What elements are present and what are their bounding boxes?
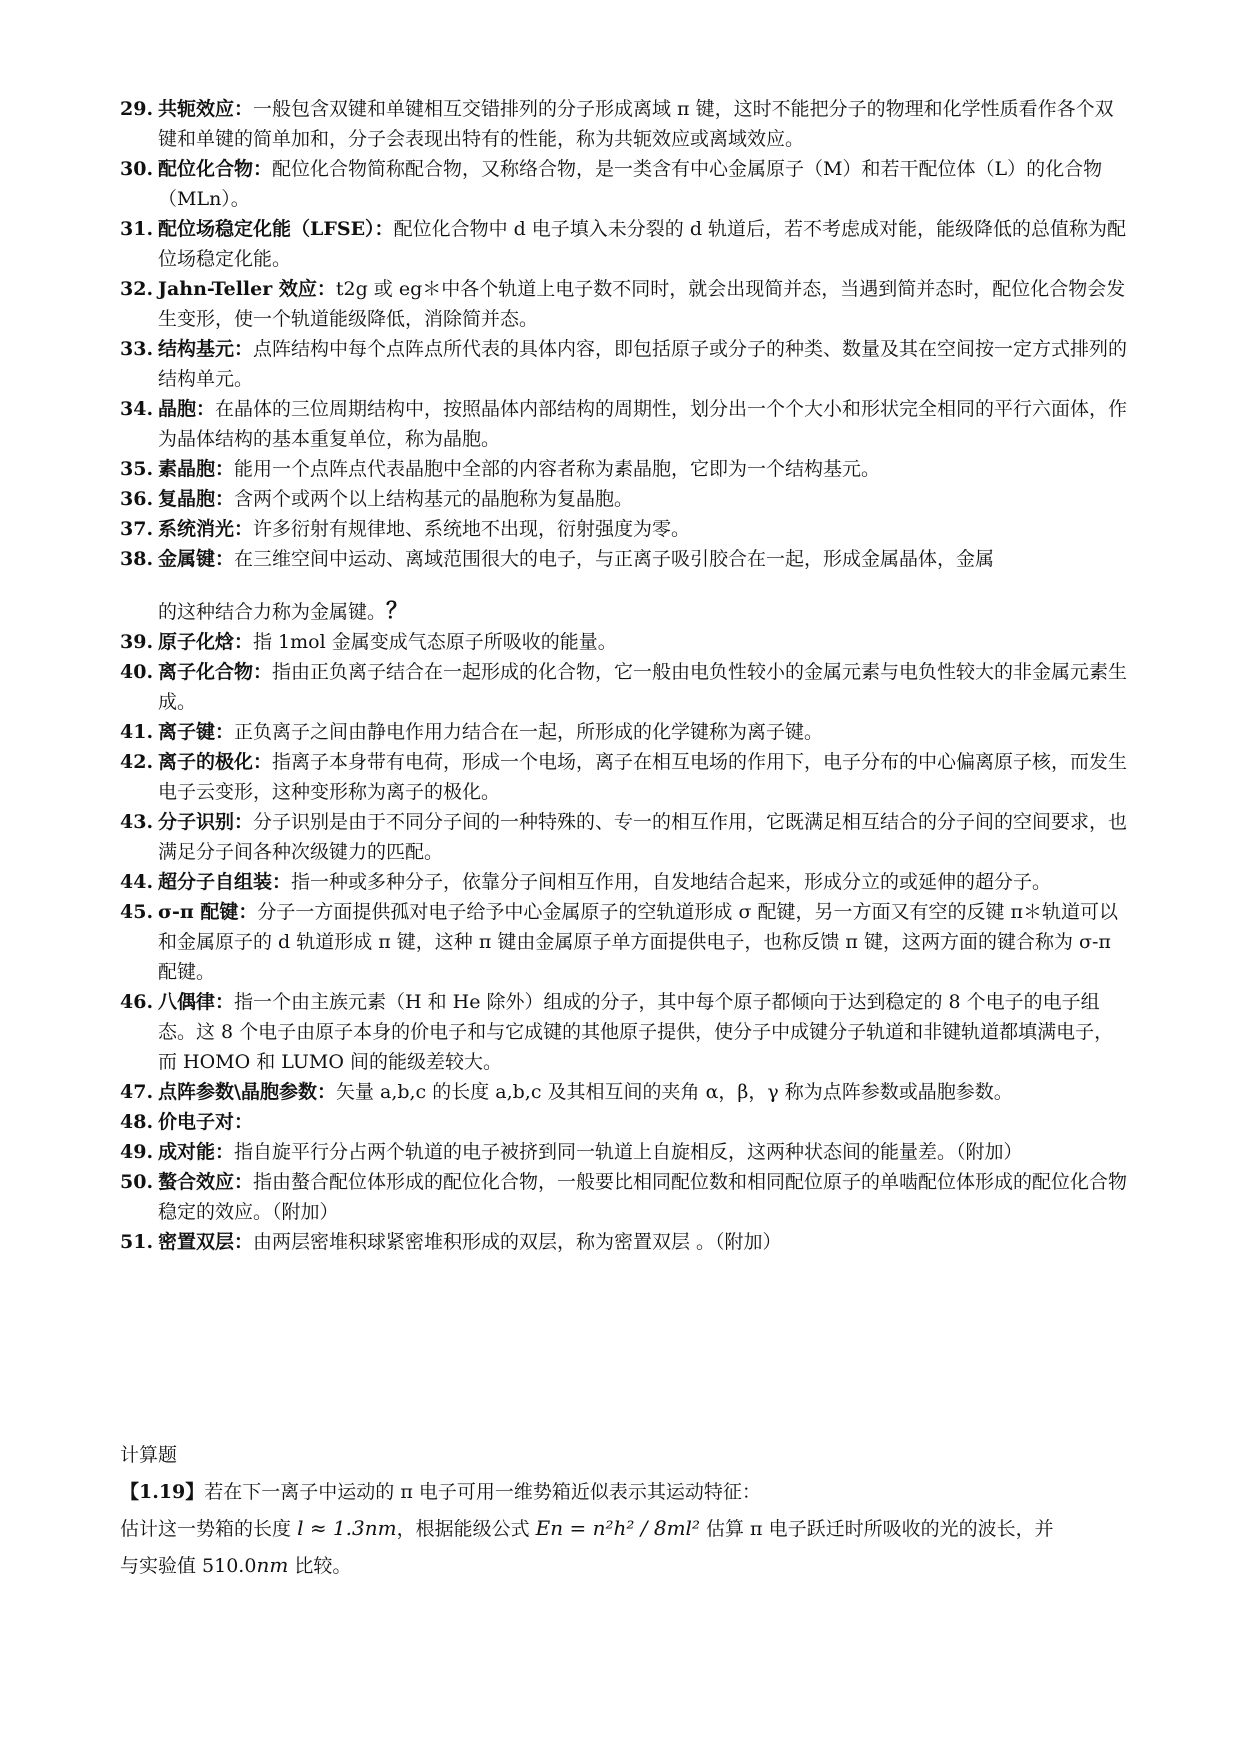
problem-text-2a: 估计这一势箱的长度 — [120, 1518, 292, 1540]
definition-term: 超分子自组装： — [158, 871, 292, 893]
calculation-section — [120, 1440, 1130, 1584]
problem-text-1: 若在下一离子中运动的 π 电子可用一维势箱近似表示其运动特征： — [204, 1481, 761, 1503]
definition-number: 50. — [120, 1171, 154, 1193]
definition-number: 29. — [120, 98, 154, 120]
definition-number: 48. — [120, 1111, 154, 1133]
definition-number: 42. — [120, 751, 154, 773]
definition-text: 点阵结构中每个点阵点所代表的具体内容，即包括原子或分子的种类、数量及其在空间按一定方式排列的结构单元。 — [158, 338, 1128, 390]
definition-text: 指自旋平行分占两个轨道的电子被挤到同一轨道上自旋相反，这两种状态间的能量差。（附加） — [234, 1141, 1023, 1163]
definition-text: 在三维空间中运动、离域范围很大的电子，与正离子吸引胶合在一起，形成金属晶体，金属 — [234, 548, 995, 570]
definition-number: 39. — [120, 631, 154, 653]
problem-text-3b: 比较。 — [288, 1555, 352, 1577]
definition-text: 分子一方面提供孤对电子给予中心金属原子的空轨道形成 σ 配键，另一方面又有空的反键 π＊轨道可以和金属原子的 d 轨道形成 π 键，这种 π 键由金属原子单方面提供电子，也称反馈 π 键，这两方面的键合称为 σ-π 配键。 — [158, 901, 1119, 983]
definition-term: 密置双层： — [158, 1231, 254, 1253]
definition-number: 32. — [120, 278, 154, 300]
definition-item — [120, 987, 1130, 1077]
definition-number: 38. — [120, 548, 154, 570]
definition-item — [120, 1137, 1130, 1167]
definition-number: 37. — [120, 518, 154, 540]
definition-text: 指由正负离子结合在一起形成的化合物，它一般由电负性较小的金属元素与电负性较大的非金属元素生成。 — [158, 661, 1128, 713]
calc-heading: 计算题 — [120, 1444, 178, 1466]
definition-number: 40. — [120, 661, 154, 683]
definition-text: 指一个由主族元素（H 和 He 除外）组成的分子，其中每个原子都倾向于达到稳定的 8 个电子的电子组态。这 8 个电子由原子本身的价电子和与它成键的其他原子提供，使分子中成键分子轨道和非键轨道都填满电子，而 HOMO 和 LUMO 间的能级差较大。 — [158, 991, 1114, 1073]
question-mark: ？ — [386, 598, 409, 624]
definition-text: 能用一个点阵点代表晶胞中全部的内容者称为素晶胞，它即为一个结构基元。 — [234, 458, 881, 480]
definition-number: 36. — [120, 488, 154, 510]
problem-text-3a: 与实验值 510.0 — [120, 1555, 257, 1577]
definition-number: 35. — [120, 458, 154, 480]
definition-item — [120, 1167, 1130, 1227]
definition-number: 49. — [120, 1141, 154, 1163]
definition-term: 素晶胞： — [158, 458, 235, 480]
definition-number: 46. — [120, 991, 154, 1013]
definition-item — [120, 484, 1130, 514]
problem-line-1 — [120, 1474, 1130, 1510]
definition-number: 47. — [120, 1081, 154, 1103]
definition-item — [120, 544, 1130, 627]
definition-number: 43. — [120, 811, 154, 833]
definition-item — [120, 627, 1130, 657]
definition-term: 结构基元： — [158, 338, 254, 360]
definition-item — [120, 274, 1130, 334]
definition-text: 正负离子之间由静电作用力结合在一起，所形成的化学键称为离子键。 — [234, 721, 824, 743]
definition-item — [120, 334, 1130, 394]
definition-text: 含两个或两个以上结构基元的晶胞称为复晶胞。 — [234, 488, 634, 510]
definition-item — [120, 454, 1130, 484]
definition-term: 离子的极化： — [158, 751, 273, 773]
problem-text-2b: ，根据能级公式 — [396, 1518, 530, 1540]
definition-text: 一般包含双键和单键相互交错排列的分子形成离域 π 键，这时不能把分子的物理和化学性质看作各个双键和单键的简单加和，分子会表现出特有的性能，称为共轭效应或离域效应。 — [158, 98, 1114, 150]
definition-item — [120, 897, 1130, 987]
definition-text: 许多衍射有规律地、系统地不出现，衍射强度为零。 — [253, 518, 691, 540]
unit-nm: nm — [256, 1553, 289, 1577]
definition-number: 51. — [120, 1231, 154, 1253]
definition-term: 系统消光： — [158, 518, 254, 540]
definition-text: 配位化合物中 d 电子填入未分裂的 d 轨道后，若不考虑成对能，能级降低的总值称为配位场稳定化能。 — [158, 218, 1127, 270]
definition-text: 分子识别是由于不同分子间的一种特殊的、专一的相互作用，它既满足相互结合的分子间的空间要求，也满足分子间各种次级键力的匹配。 — [158, 811, 1128, 863]
definition-term: 晶胞： — [158, 398, 216, 420]
definition-number: 34. — [120, 398, 154, 420]
definition-item — [120, 1227, 1130, 1257]
definition-term: σ-π 配键： — [158, 901, 258, 923]
definition-item — [120, 867, 1130, 897]
definition-text: 矢量 a,b,c 的长度 a,b,c 及其相互间的夹角 α，β，γ 称为点阵参数或晶胞参数。 — [335, 1081, 1013, 1103]
definition-term: 八偶律： — [158, 991, 235, 1013]
definition-number: 44. — [120, 871, 154, 893]
definition-text: 指 1mol 金属变成气态原子所吸收的能量。 — [253, 631, 617, 653]
definition-term: 配位化合物： — [158, 158, 273, 180]
definition-text: 在晶体的三位周期结构中，按照晶体内部结构的周期性，划分出一个个大小和形状完全相同的平行六面体，作为晶体结构的基本重复单位，称为晶胞。 — [158, 398, 1128, 450]
definition-item — [120, 1077, 1130, 1107]
definition-item — [120, 214, 1130, 274]
definition-text: 指由螯合配位体形成的配位化合物，一般要比相同配位数和相同配位原子的单啮配位体形成的配位化合物稳定的效应。（附加） — [158, 1171, 1128, 1223]
definition-text: 配位化合物简称配合物，又称络合物，是一类含有中心金属原子（M）和若干配位体（L）的化合物（MLn）。 — [158, 158, 1103, 210]
definition-item — [120, 747, 1130, 807]
definition-item — [120, 154, 1130, 214]
definition-term: 分子识别： — [158, 811, 254, 833]
problem-text-2c: 估算 π 电子跃迁时所吸收的光的波长，并 — [706, 1518, 1054, 1540]
definition-number: 33. — [120, 338, 154, 360]
definition-item — [120, 807, 1130, 867]
length-formula: l ≈ 1.3nm — [297, 1516, 397, 1540]
definition-text: 指离子本身带有电荷，形成一个电场，离子在相互电场的作用下，电子分布的中心偏离原子核，而发生电子云变形，这种变形称为离子的极化。 — [158, 751, 1128, 803]
definition-text: 指一种或多种分子，依靠分子间相互作用，自发地结合起来，形成分立的或延伸的超分子。 — [291, 871, 1052, 893]
definition-term: 成对能： — [158, 1141, 235, 1163]
energy-formula: En = n²h² / 8ml² — [535, 1516, 700, 1540]
definition-item — [120, 657, 1130, 717]
definition-tail-text: 的这种结合力称为金属键。 — [158, 601, 387, 623]
definition-number: 31. — [120, 218, 154, 240]
definition-number: 45. — [120, 901, 154, 923]
definition-number: 30. — [120, 158, 154, 180]
definition-term: 螯合效应： — [158, 1171, 254, 1193]
definition-term: 点阵参数\晶胞参数： — [158, 1081, 336, 1103]
definition-text: t2g 或 eg＊中各个轨道上电子数不同时，就会出现简并态，当遇到简并态时，配位化合物会发生变形，使一个轨道能级降低，消除简并态。 — [158, 278, 1126, 330]
definition-term: Jahn-Teller 效应： — [158, 278, 336, 300]
definition-term: 原子化焓： — [158, 631, 254, 653]
definition-term: 共轭效应： — [158, 98, 254, 120]
definition-item — [120, 394, 1130, 454]
problem-line-2 — [120, 1510, 1130, 1547]
definition-item — [120, 1107, 1130, 1137]
problem-tag: 【1.19】 — [120, 1481, 205, 1503]
definition-term: 配位场稳定化能（LFSE）： — [158, 218, 394, 240]
definition-term: 金属键： — [158, 548, 235, 570]
definition-term: 离子化合物： — [158, 661, 273, 683]
definitions-list — [120, 94, 1130, 1257]
definition-item — [120, 94, 1130, 154]
definition-term: 价电子对： — [158, 1111, 254, 1133]
definition-number: 41. — [120, 721, 154, 743]
definition-term: 复晶胞： — [158, 488, 235, 510]
definition-continuation — [158, 596, 1130, 627]
problem-line-3 — [120, 1547, 1130, 1584]
definition-item — [120, 514, 1130, 544]
definition-term: 离子键： — [158, 721, 235, 743]
definition-item — [120, 717, 1130, 747]
definition-text: 由两层密堆积球紧密堆积形成的双层，称为密置双层 。（附加） — [253, 1231, 782, 1253]
